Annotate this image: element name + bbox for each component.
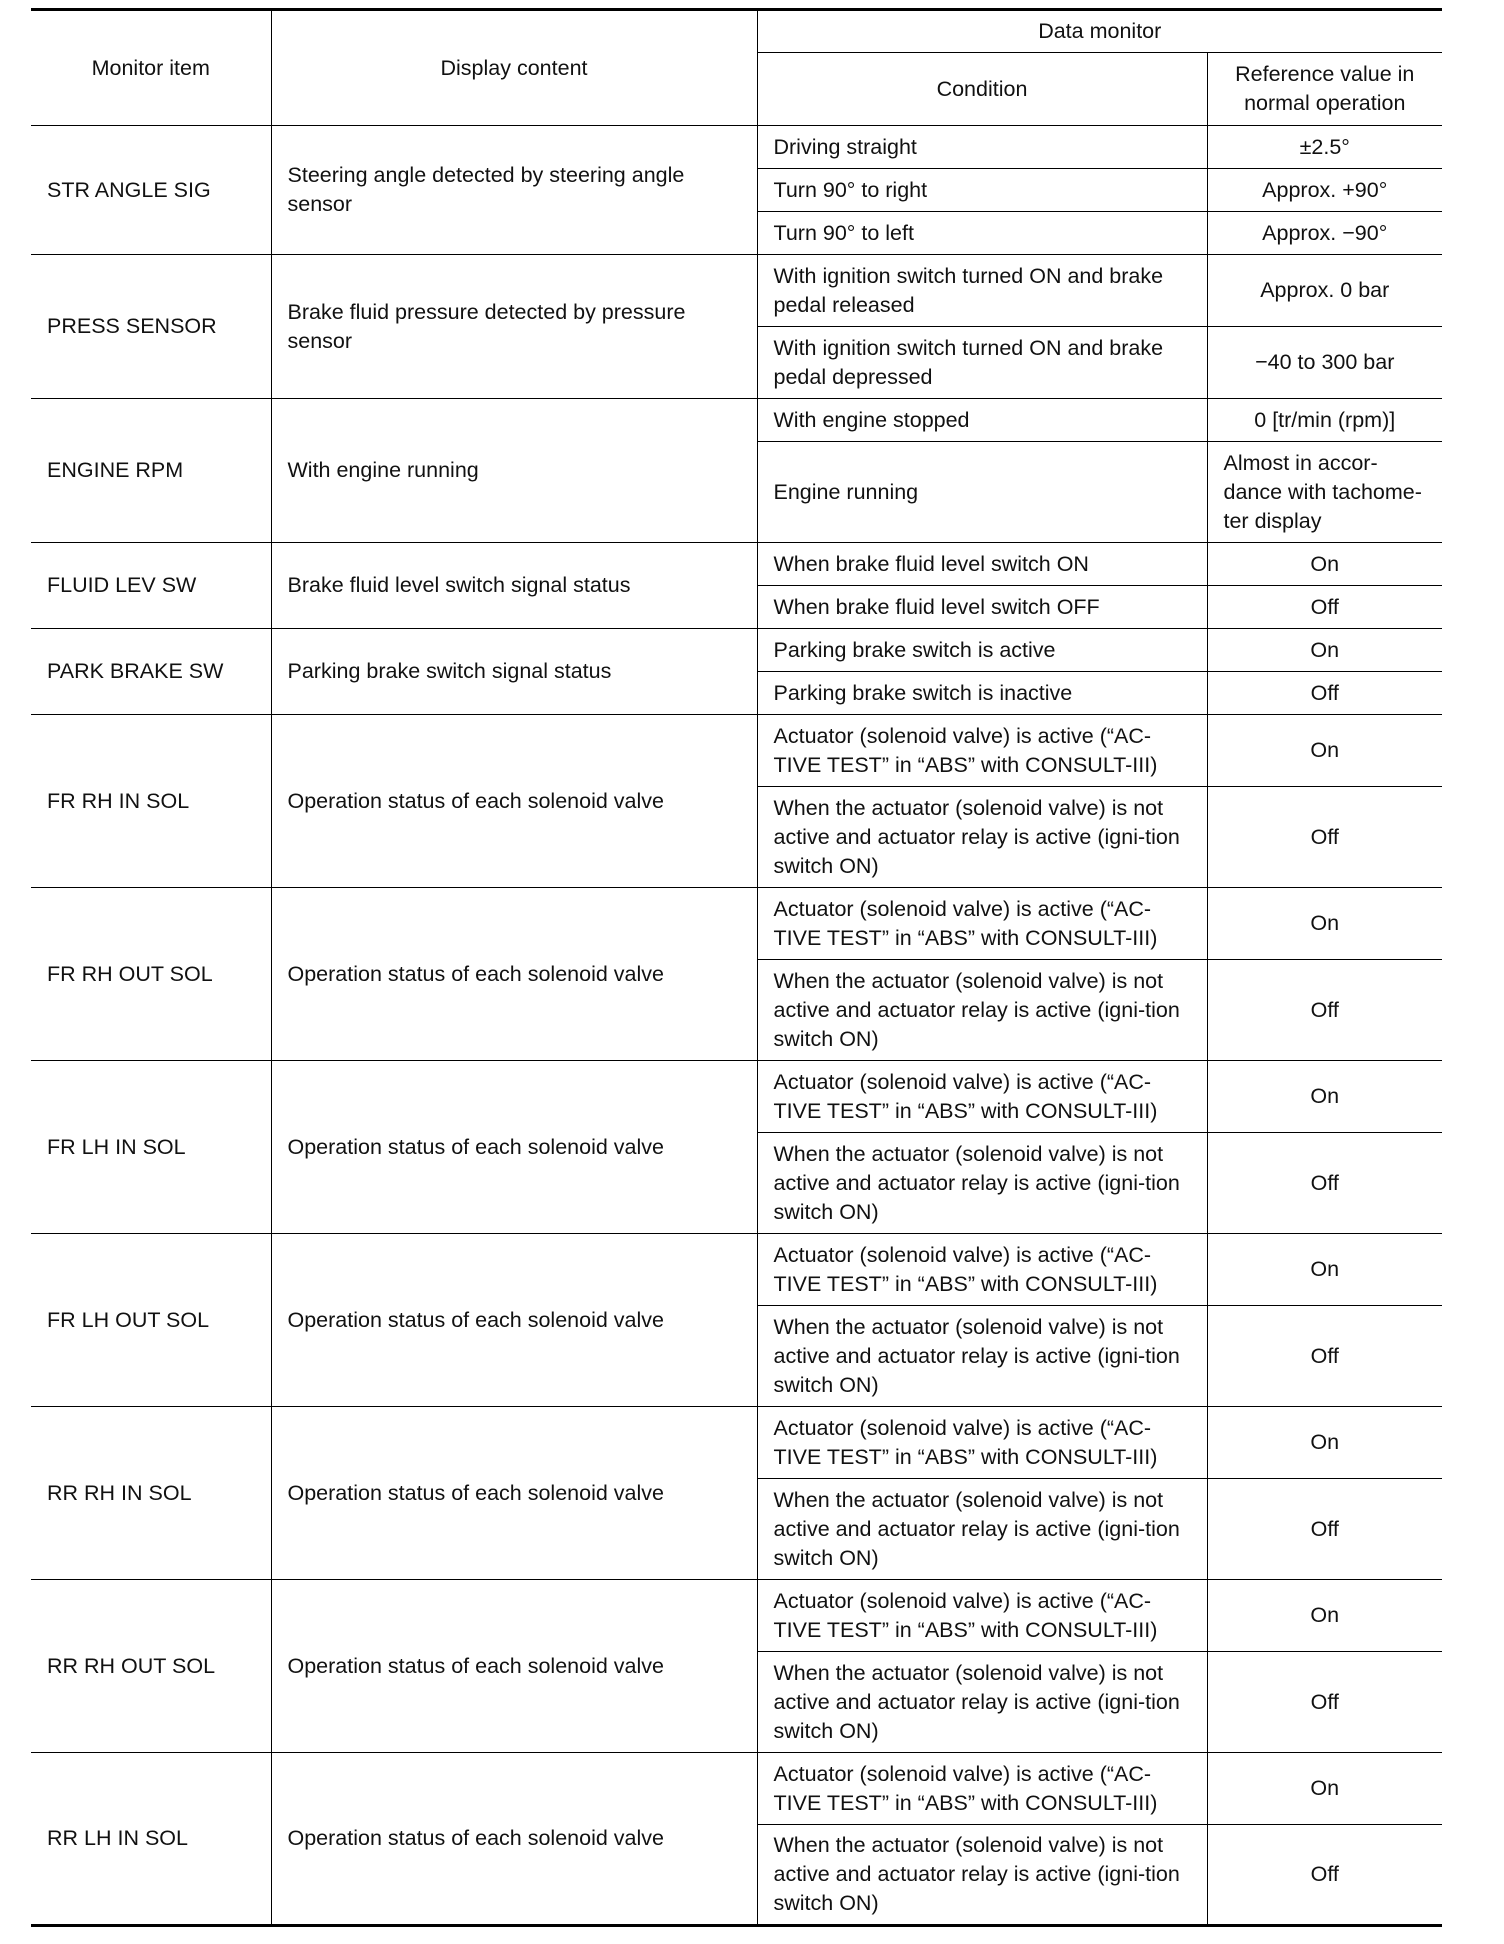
reference-value-cell: Off bbox=[1207, 960, 1442, 1061]
monitor-item-cell: FLUID LEV SW bbox=[31, 543, 271, 629]
condition-cell: When the actuator (solenoid valve) is not active and actuator relay is active (igni-tion switch ON) bbox=[757, 1825, 1207, 1926]
reference-value-cell: Off bbox=[1207, 1652, 1442, 1753]
reference-value-cell: Off bbox=[1207, 586, 1442, 629]
condition-cell: When brake fluid level switch ON bbox=[757, 543, 1207, 586]
reference-value-cell: −40 to 300 bar bbox=[1207, 327, 1442, 399]
reference-value-cell: On bbox=[1207, 1753, 1442, 1825]
monitor-item-cell: RR RH IN SOL bbox=[31, 1407, 271, 1580]
condition-cell: Actuator (solenoid valve) is active (“AC-TIVE TEST” in “ABS” with CONSULT-III) bbox=[757, 1061, 1207, 1133]
display-content-cell: With engine running bbox=[271, 399, 757, 543]
monitor-item-cell: FR RH OUT SOL bbox=[31, 888, 271, 1061]
display-content-cell: Operation status of each solenoid valve bbox=[271, 1753, 757, 1926]
header-data-monitor: Data monitor bbox=[757, 10, 1442, 53]
table-row bbox=[31, 543, 1442, 586]
display-content-cell: Operation status of each solenoid valve bbox=[271, 715, 757, 888]
reference-value-cell: On bbox=[1207, 629, 1442, 672]
reference-value-cell: On bbox=[1207, 1580, 1442, 1652]
condition-cell: Actuator (solenoid valve) is active (“AC-TIVE TEST” in “ABS” with CONSULT-III) bbox=[757, 1234, 1207, 1306]
table-row bbox=[31, 399, 1442, 442]
table-row bbox=[31, 126, 1442, 169]
header-display-content: Display content bbox=[271, 10, 757, 126]
condition-cell: Turn 90° to right bbox=[757, 169, 1207, 212]
monitor-item-cell: PRESS SENSOR bbox=[31, 255, 271, 399]
condition-cell: Actuator (solenoid valve) is active (“AC-TIVE TEST” in “ABS” with CONSULT-III) bbox=[757, 1407, 1207, 1479]
header-condition: Condition bbox=[757, 53, 1207, 126]
condition-cell: When brake fluid level switch OFF bbox=[757, 586, 1207, 629]
display-content-cell: Steering angle detected by steering angle sensor bbox=[271, 126, 757, 255]
condition-cell: When the actuator (solenoid valve) is not active and actuator relay is active (igni-tion switch ON) bbox=[757, 1133, 1207, 1234]
condition-cell: Actuator (solenoid valve) is active (“AC-TIVE TEST” in “ABS” with CONSULT-III) bbox=[757, 1753, 1207, 1825]
reference-value-cell: 0 [tr/min (rpm)] bbox=[1207, 399, 1442, 442]
monitor-item-cell: ENGINE RPM bbox=[31, 399, 271, 543]
condition-cell: Actuator (solenoid valve) is active (“AC-TIVE TEST” in “ABS” with CONSULT-III) bbox=[757, 888, 1207, 960]
reference-value-cell: Off bbox=[1207, 1306, 1442, 1407]
header-monitor-item: Monitor item bbox=[31, 10, 271, 126]
table-row bbox=[31, 1407, 1442, 1479]
reference-value-cell: Off bbox=[1207, 1479, 1442, 1580]
condition-cell: Actuator (solenoid valve) is active (“AC-TIVE TEST” in “ABS” with CONSULT-III) bbox=[757, 715, 1207, 787]
display-content-cell: Brake fluid pressure detected by pressure sensor bbox=[271, 255, 757, 399]
monitor-item-cell: STR ANGLE SIG bbox=[31, 126, 271, 255]
display-content-cell: Operation status of each solenoid valve bbox=[271, 1407, 757, 1580]
table-row bbox=[31, 1580, 1442, 1652]
reference-value-cell: On bbox=[1207, 1407, 1442, 1479]
condition-cell: When the actuator (solenoid valve) is not active and actuator relay is active (igni-tion switch ON) bbox=[757, 1652, 1207, 1753]
reference-value-cell: Almost in accor-dance with tachome-ter display bbox=[1207, 442, 1442, 543]
condition-cell: Driving straight bbox=[757, 126, 1207, 169]
display-content-cell: Operation status of each solenoid valve bbox=[271, 1580, 757, 1753]
condition-cell: When the actuator (solenoid valve) is not active and actuator relay is active (igni-tion switch ON) bbox=[757, 787, 1207, 888]
display-content-cell: Operation status of each solenoid valve bbox=[271, 1061, 757, 1234]
reference-value-cell: Approx. −90° bbox=[1207, 212, 1442, 255]
condition-cell: When the actuator (solenoid valve) is not active and actuator relay is active (igni-tion switch ON) bbox=[757, 1479, 1207, 1580]
monitor-item-cell: RR LH IN SOL bbox=[31, 1753, 271, 1926]
condition-cell: With ignition switch turned ON and brake pedal released bbox=[757, 255, 1207, 327]
display-content-cell: Operation status of each solenoid valve bbox=[271, 888, 757, 1061]
reference-value-cell: Off bbox=[1207, 672, 1442, 715]
reference-value-cell: On bbox=[1207, 1234, 1442, 1306]
table-row bbox=[31, 1061, 1442, 1133]
table-row bbox=[31, 1753, 1442, 1825]
condition-cell: Engine running bbox=[757, 442, 1207, 543]
reference-value-cell: On bbox=[1207, 1061, 1442, 1133]
display-content-cell: Brake fluid level switch signal status bbox=[271, 543, 757, 629]
monitor-item-cell: FR RH IN SOL bbox=[31, 715, 271, 888]
reference-value-cell: Approx. +90° bbox=[1207, 169, 1442, 212]
reference-value-cell: On bbox=[1207, 543, 1442, 586]
table-row bbox=[31, 1234, 1442, 1306]
reference-value-cell: Approx. 0 bar bbox=[1207, 255, 1442, 327]
monitor-item-cell: PARK BRAKE SW bbox=[31, 629, 271, 715]
table-row bbox=[31, 629, 1442, 672]
condition-cell: Parking brake switch is inactive bbox=[757, 672, 1207, 715]
header-reference-value: Reference value in normal operation bbox=[1207, 53, 1442, 126]
monitor-item-cell: FR LH IN SOL bbox=[31, 1061, 271, 1234]
reference-value-cell: On bbox=[1207, 715, 1442, 787]
condition-cell: Parking brake switch is active bbox=[757, 629, 1207, 672]
condition-cell: With ignition switch turned ON and brake pedal depressed bbox=[757, 327, 1207, 399]
monitor-item-cell: RR RH OUT SOL bbox=[31, 1580, 271, 1753]
reference-value-cell: Off bbox=[1207, 1825, 1442, 1926]
data-monitor-table bbox=[31, 8, 1442, 1927]
display-content-cell: Parking brake switch signal status bbox=[271, 629, 757, 715]
reference-value-cell: Off bbox=[1207, 787, 1442, 888]
condition-cell: When the actuator (solenoid valve) is not active and actuator relay is active (igni-tion switch ON) bbox=[757, 1306, 1207, 1407]
table-row bbox=[31, 255, 1442, 327]
reference-value-cell: ±2.5° bbox=[1207, 126, 1442, 169]
condition-cell: When the actuator (solenoid valve) is not active and actuator relay is active (igni-tion switch ON) bbox=[757, 960, 1207, 1061]
condition-cell: Turn 90° to left bbox=[757, 212, 1207, 255]
table-row bbox=[31, 888, 1442, 960]
condition-cell: With engine stopped bbox=[757, 399, 1207, 442]
condition-cell: Actuator (solenoid valve) is active (“AC-TIVE TEST” in “ABS” with CONSULT-III) bbox=[757, 1580, 1207, 1652]
display-content-cell: Operation status of each solenoid valve bbox=[271, 1234, 757, 1407]
monitor-item-cell: FR LH OUT SOL bbox=[31, 1234, 271, 1407]
reference-value-cell: On bbox=[1207, 888, 1442, 960]
table-row bbox=[31, 715, 1442, 787]
reference-value-cell: Off bbox=[1207, 1133, 1442, 1234]
